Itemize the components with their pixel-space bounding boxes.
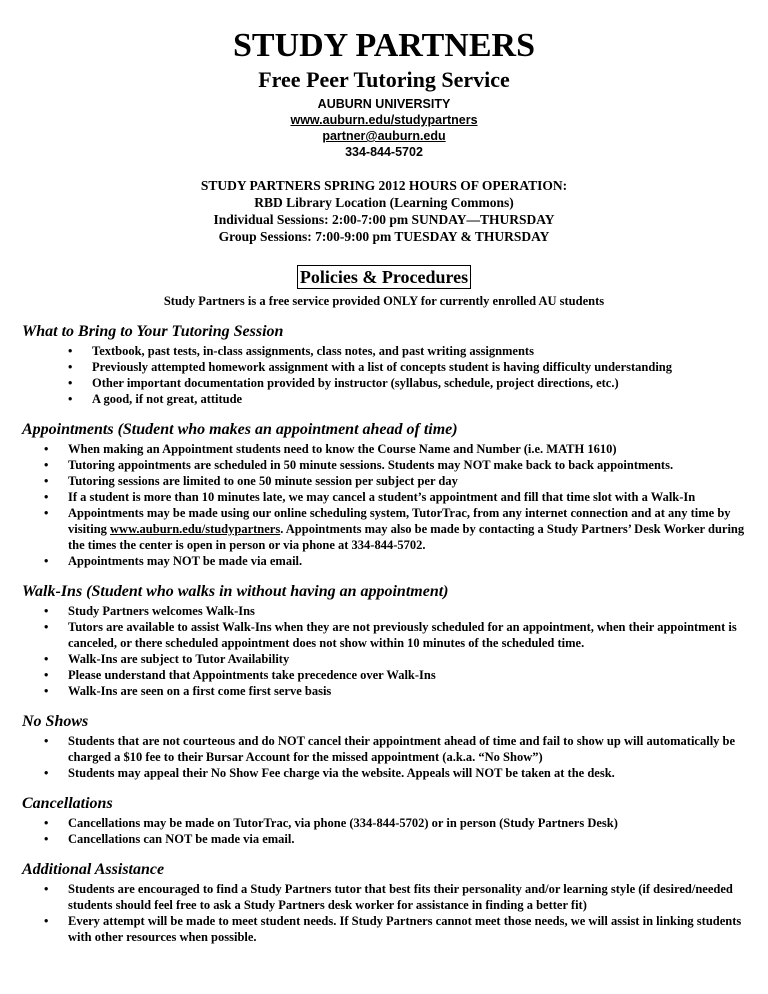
- bullet-icon: •: [44, 490, 49, 504]
- list-item: • Cancellations may be made on TutorTrac, via phone (334-844-5702) or in person (Study Partners Desk): [44, 816, 618, 830]
- website-link[interactable]: www.auburn.edu/studypartners: [290, 113, 478, 127]
- policies-heading-wrap: [0, 265, 768, 289]
- hours-heading: STUDY PARTNERS SPRING 2012 HOURS OF OPERATION:: [200, 178, 568, 193]
- bullet-icon: •: [44, 816, 49, 830]
- bullet-list: [22, 815, 746, 847]
- bullet-list: [22, 343, 746, 407]
- list-item: • A good, if not great, attitude: [68, 392, 243, 406]
- list-item: • Every attempt will be made to meet student needs. If Study Partners cannot meet those needs, we will assist in linking students with other resources when possible.: [44, 914, 742, 944]
- section-heading: No Shows: [22, 713, 89, 730]
- list-item: • Appointments may be made using our online scheduling system, TutorTrac, from any internet connection and at any time by visiting www.auburn.edu/studypartners. Appointments may also be made by contacting a Study Partners’ Desk Worker during the times the center is open in person or via phone at 334-844-5702.: [44, 506, 745, 552]
- bullet-list: [22, 441, 746, 569]
- list-item: • Previously attempted homework assignment with a list of concepts student is having difficulty understanding: [68, 360, 673, 374]
- bullet-icon: •: [44, 684, 49, 698]
- page-subtitle: Free Peer Tutoring Service: [258, 67, 510, 92]
- studypartners-link[interactable]: www.auburn.edu/studypartners: [110, 522, 281, 536]
- list-item: • Walk-Ins are seen on a first come first serve basis: [44, 684, 332, 698]
- bullet-icon: •: [44, 652, 49, 666]
- policies-title: Policies & Procedures: [297, 265, 471, 289]
- list-item: • Walk-Ins are subject to Tutor Availability: [44, 652, 290, 666]
- bullet-icon: •: [44, 668, 49, 682]
- section-additional-assistance: [22, 861, 746, 945]
- list-item: • Please understand that Appointments take precedence over Walk-Ins: [44, 668, 436, 682]
- bullet-icon: •: [44, 604, 49, 618]
- section-heading: Appointments (Student who makes an appointment ahead of time): [22, 421, 458, 438]
- bullet-icon: •: [44, 554, 49, 568]
- hours-of-operation: [0, 177, 768, 245]
- header: [0, 28, 768, 160]
- phone-number: 334-844-5702: [345, 145, 423, 159]
- list-item: • Cancellations can NOT be made via email.: [44, 832, 295, 846]
- list-item: • Students may appeal their No Show Fee charge via the website. Appeals will NOT be taken at the desk.: [44, 766, 615, 780]
- bullet-icon: •: [68, 376, 73, 390]
- list-item: • Students are encouraged to find a Study Partners tutor that best fits their personality and/or learning style (if desired/needed students should feel free to ask a Study Partners desk worker for assistance in finding a better fit): [44, 882, 733, 912]
- section-walk-ins: [22, 583, 746, 699]
- section-heading: Additional Assistance: [22, 861, 165, 878]
- list-item: • Other important documentation provided by instructor (syllabus, schedule, project directions, etc.): [68, 376, 619, 390]
- bullet-list: [22, 733, 746, 781]
- bullet-icon: •: [44, 458, 49, 472]
- hours-individual: Individual Sessions: 2:00-7:00 pm SUNDAY—THURSDAY: [213, 212, 555, 227]
- bullet-icon: •: [44, 832, 49, 846]
- list-item: • If a student is more than 10 minutes late, we may cancel a student’s appointment and fill that time slot with a Walk-In: [44, 490, 696, 504]
- bullet-list: [22, 881, 746, 945]
- bullet-icon: •: [44, 734, 49, 748]
- list-item: • Tutoring sessions are limited to one 50 minute session per subject per day: [44, 474, 458, 488]
- bullet-icon: •: [44, 914, 49, 928]
- hours-group: Group Sessions: 7:00-9:00 pm TUESDAY & THURSDAY: [218, 229, 550, 244]
- bullet-icon: •: [44, 442, 49, 456]
- list-item: • Tutors are available to assist Walk-Ins when they are not previously scheduled for an appointment, when their appointment is canceled, or there scheduled appointment does not show within 10 minutes of the scheduled time.: [44, 620, 737, 650]
- bullet-icon: •: [68, 392, 73, 406]
- list-item: • Appointments may NOT be made via email.: [44, 554, 303, 568]
- policies-subtitle: Study Partners is a free service provided ONLY for currently enrolled AU students: [163, 294, 605, 308]
- section-cancellations: [22, 795, 746, 847]
- bullet-icon: •: [44, 882, 49, 896]
- bullet-icon: •: [44, 766, 49, 780]
- list-item: • Study Partners welcomes Walk-Ins: [44, 604, 255, 618]
- list-item: • Tutoring appointments are scheduled in 50 minute sessions. Students may NOT make back to back appointments.: [44, 458, 674, 472]
- university-name: AUBURN UNIVERSITY: [317, 97, 451, 111]
- section-heading: What to Bring to Your Tutoring Session: [22, 323, 284, 340]
- section-heading: Cancellations: [22, 795, 113, 812]
- section-what-to-bring: [22, 323, 746, 407]
- bullet-icon: •: [44, 620, 49, 634]
- section-heading: Walk-Ins (Student who walks in without having an appointment): [22, 583, 449, 600]
- list-item: • Textbook, past tests, in-class assignments, class notes, and past writing assignments: [68, 344, 534, 358]
- page-title: STUDY PARTNERS: [232, 27, 535, 64]
- list-item: • Students that are not courteous and do NOT cancel their appointment ahead of time and fail to show up will automatically be charged a $10 fee to their Bursar Account for the missed appointment (a.k.a. “No Show”): [44, 734, 736, 764]
- bullet-list: [22, 603, 746, 699]
- list-item: • When making an Appointment students need to know the Course Name and Number (i.e. MATH 1610): [44, 442, 617, 456]
- hours-location: RBD Library Location (Learning Commons): [254, 195, 514, 210]
- email-link[interactable]: partner@auburn.edu: [322, 129, 446, 143]
- bullet-icon: •: [44, 474, 49, 488]
- bullet-icon: •: [68, 344, 73, 358]
- section-appointments: [22, 421, 746, 569]
- bullet-icon: •: [68, 360, 73, 374]
- section-no-shows: [22, 713, 746, 781]
- bullet-icon: •: [44, 506, 49, 520]
